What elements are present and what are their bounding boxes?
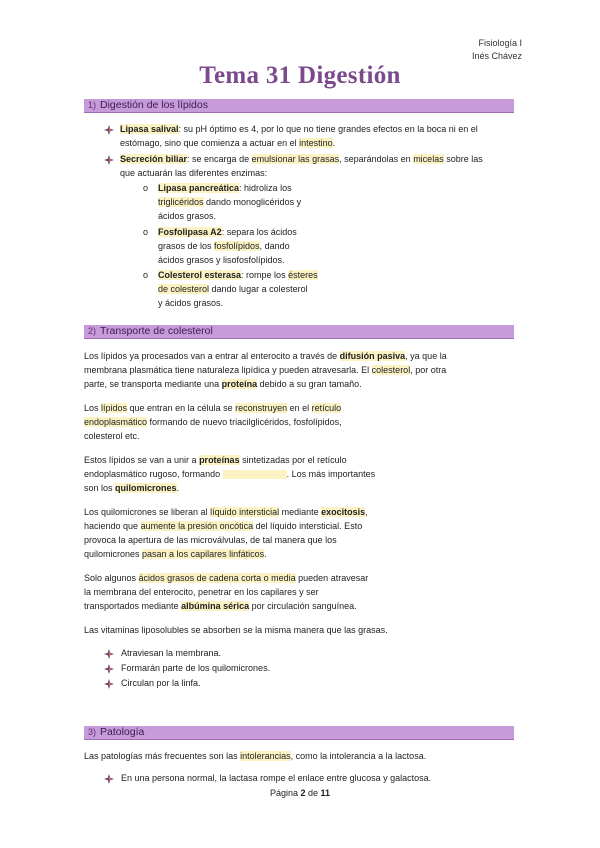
section-title: Transporte de colesterol	[100, 325, 213, 337]
text: haciendo que	[84, 521, 141, 531]
star-bullet-icon	[104, 125, 114, 135]
text: pueden atravesar	[295, 573, 369, 583]
text: , dando	[259, 241, 290, 251]
paragraph-patologias	[84, 749, 516, 763]
section-number: 1)	[88, 100, 97, 110]
page-footer	[0, 788, 600, 798]
term: micelas	[413, 154, 444, 164]
text: Estos lípidos se van a unir a	[84, 455, 200, 465]
star-bullet-icon	[104, 679, 114, 689]
text: de	[305, 788, 321, 798]
text: transportados mediante	[84, 601, 182, 611]
star-bullet-icon	[104, 774, 114, 784]
section-header-patologia	[84, 726, 514, 740]
paragraph-acidos-grasos	[84, 571, 406, 613]
section-title: Patología	[100, 726, 145, 738]
text: Solo algunos	[84, 573, 139, 583]
text: del líquido intersticial. Esto	[253, 521, 363, 531]
term: reconstruyen	[235, 403, 288, 413]
term: ácidos grasos de cadena corta o media	[138, 573, 296, 583]
text: sobre las	[443, 154, 483, 164]
text: .	[176, 483, 180, 493]
text: formando de nuevo triacilglicéridos, fosfolípidos,	[147, 417, 342, 427]
circle-bullet: o	[143, 183, 149, 193]
text: en el	[287, 403, 312, 413]
text: , ya que la	[405, 351, 447, 361]
section-number: 2)	[88, 326, 97, 336]
text: .	[332, 138, 336, 148]
term: lípidos	[101, 403, 128, 413]
header-subject: Fisiología I	[478, 38, 522, 48]
text: Los lípidos ya procesados van a entrar al enterocito a través de	[84, 351, 340, 361]
term: endoplasmático	[84, 417, 148, 427]
text: Los	[84, 403, 102, 413]
circle-bullet: o	[143, 227, 149, 237]
bullet-lipasa-salival	[120, 122, 516, 150]
term: albúmina sérica	[181, 601, 250, 611]
paragraph-entrada-enterocito	[84, 349, 516, 391]
text: parte, se transporta mediante una	[84, 379, 222, 389]
text: la membrana del enterocito, penetrar en los capilares y ser	[84, 587, 319, 597]
section-header-lipids	[84, 99, 514, 113]
text: colesterol etc.	[84, 431, 140, 441]
text: sintetizadas por el retículo	[239, 455, 347, 465]
term: Secreción biliar	[120, 154, 188, 164]
star-bullet-icon	[104, 664, 114, 674]
enzyme-lipasa-pancreatica	[158, 181, 358, 223]
star-bullet-icon	[104, 649, 114, 659]
bullet-lactasa: En una persona normal, la lactasa rompe el enlace entre glucosa y galactosa.	[121, 773, 432, 783]
text: Página	[269, 788, 301, 798]
term: quilomicrones	[115, 483, 177, 493]
header-author: Inés Chávez	[471, 51, 522, 61]
text: estómago, sino que comienza a actuar en el	[120, 138, 300, 148]
text: ácidos grasos y lisofosfolípidos.	[158, 255, 285, 265]
text: que entran en la célula se	[127, 403, 236, 413]
text: dando lugar a colesterol	[209, 284, 308, 294]
text: membrana plasmática tiene naturaleza lipídica y pueden atravesarla. El	[84, 365, 372, 375]
text: : su pH óptimo es 4, por lo que no tiene grandes efectos en la boca ni en el	[178, 124, 478, 134]
list-item: Formarán parte de los quilomicrones.	[121, 663, 271, 673]
blank-highlight	[223, 470, 287, 479]
section-number: 3)	[88, 727, 97, 737]
text: . Los más importantes	[286, 469, 376, 479]
text: endoplasmático rugoso, formando	[84, 469, 223, 479]
circle-bullet: o	[143, 270, 149, 280]
text: , por otra	[410, 365, 447, 375]
term: emulsionar las grasas	[251, 154, 340, 164]
text: .	[264, 549, 267, 559]
term: triglicéridos	[158, 197, 204, 207]
text: son los	[84, 483, 116, 493]
text: , separándolas en	[339, 154, 414, 164]
page-title: Tema 31 Digestión	[199, 62, 401, 89]
term: proteínas	[199, 455, 240, 465]
section-header-transporte	[84, 325, 514, 339]
term: difusión pasiva	[339, 351, 406, 361]
text: Los quilomicrones se liberan al	[84, 507, 211, 517]
term: Fosfolipasa A2	[158, 227, 222, 237]
text: grasos de los	[158, 241, 215, 251]
paragraph-exocitosis	[84, 505, 406, 561]
text: quilomicrones	[84, 549, 143, 559]
text: provoca la apertura de las microválvulas, de tal manera que los	[84, 535, 337, 545]
text: debido a su gran tamaño.	[257, 379, 362, 389]
enzyme-fosfolipasa	[158, 225, 358, 267]
term: exocitosis	[321, 507, 366, 517]
term: líquido intersticial	[210, 507, 280, 517]
text: por circulación sanguínea.	[249, 601, 357, 611]
term: aumente la presión oncótica	[140, 521, 254, 531]
text: ácidos grasos.	[158, 211, 217, 221]
term: intestino	[299, 138, 333, 148]
term: proteína	[221, 379, 258, 389]
text: : se encarga de	[187, 154, 252, 164]
term: Colesterol esterasa	[158, 270, 242, 280]
term: pasan a los capilares linfáticos	[142, 549, 265, 559]
list-item: Circulan por la linfa.	[121, 678, 201, 688]
paragraph-reconstruccion	[84, 401, 406, 443]
list-item: Atraviesan la membrana.	[121, 648, 222, 658]
paragraph-quilomicrones	[84, 453, 406, 495]
text: mediante	[279, 507, 322, 517]
text: y ácidos grasos.	[158, 298, 224, 308]
page-total: 11	[320, 788, 331, 798]
page-number: 2	[300, 788, 306, 798]
term: ésteres	[288, 270, 318, 280]
text: : separa los ácidos	[221, 227, 297, 237]
text: dando monoglicéridos y	[203, 197, 302, 207]
text: , como la intolerancia a la lactosa.	[290, 751, 427, 761]
text: que actuarán las diferentes enzimas:	[120, 168, 268, 178]
term: de colesterol	[158, 284, 210, 294]
term: colesterol	[371, 365, 411, 375]
bullet-secrecion-biliar	[120, 152, 516, 180]
term: Lipasa salival	[120, 124, 179, 134]
paragraph-vitaminas: Las vitaminas liposolubles se absorben se la misma manera que las grasas.	[84, 625, 388, 635]
term: Lipasa pancreática	[158, 183, 240, 193]
star-bullet-icon	[104, 155, 114, 165]
text: ,	[365, 507, 368, 517]
text: : hidroliza los	[239, 183, 292, 193]
text: : rompe los	[241, 270, 289, 280]
enzyme-colesterol-esterasa	[158, 268, 358, 310]
text: Las patologías más frecuentes son las	[84, 751, 241, 761]
section-title: Digestión de los lípidos	[100, 99, 208, 111]
term: intolerancias	[240, 751, 291, 761]
term: fosfolípidos	[214, 241, 260, 251]
term: retículo	[311, 403, 342, 413]
